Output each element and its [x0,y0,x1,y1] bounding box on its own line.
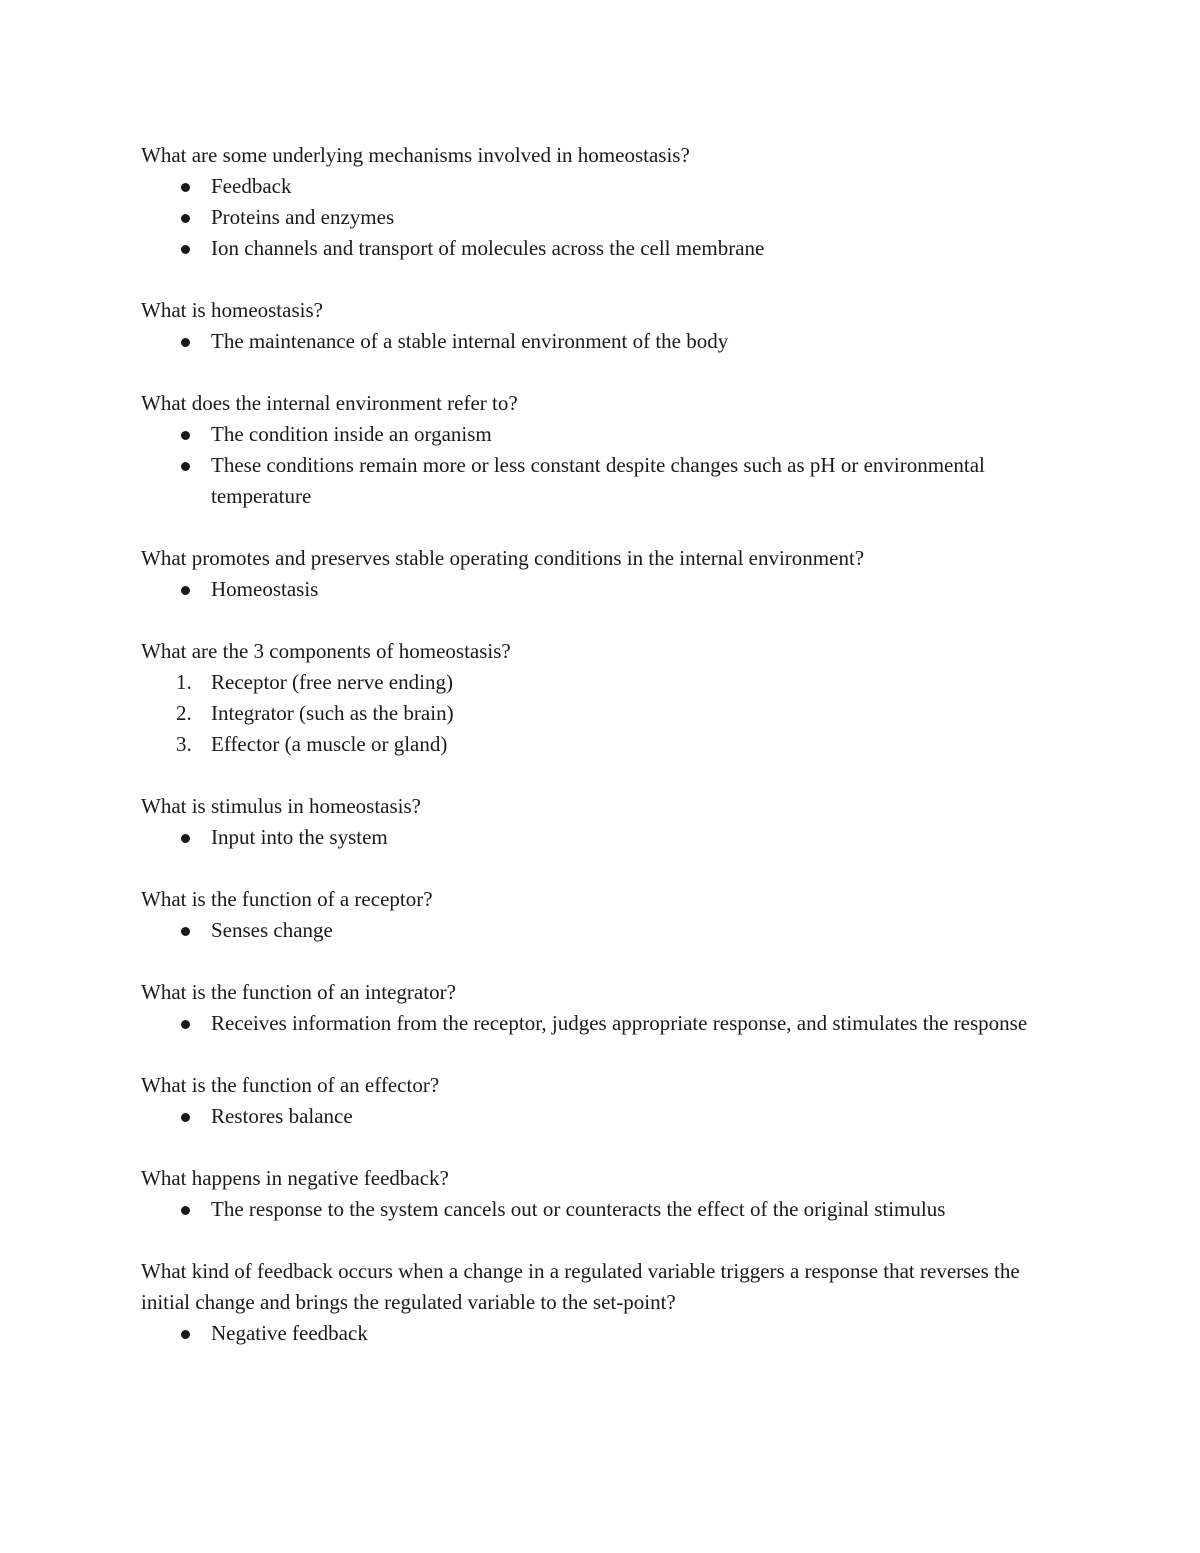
question-text: What is stimulus in homeostasis? [141,794,421,818]
list-item [141,450,1061,512]
answer-text: Input into the system [211,825,388,849]
bullet-list [141,419,1061,512]
list-item [141,419,1061,450]
answer-text: These conditions remain more or less constant despite changes such as pH or environmental temperature [211,453,985,508]
answer-text: Integrator (such as the brain) [211,701,454,725]
question-text: What does the internal environment refer to? [141,391,518,415]
numbered-list [141,667,1061,760]
qa-section [141,1256,1061,1349]
list-item [141,1101,1061,1132]
bullet-list [141,574,1061,605]
list-number: 3. [176,732,192,756]
question-text: What promotes and preserves stable operating conditions in the internal environment? [141,546,865,570]
qa-section [141,1163,1061,1225]
question-text: What is the function of an integrator? [141,980,456,1004]
list-item [141,698,1061,729]
answer-text: The maintenance of a stable internal environment of the body [211,329,729,353]
qa-section [141,636,1061,760]
list-item [141,233,1061,264]
answer-text: Restores balance [211,1104,353,1128]
qa-section [141,977,1061,1039]
bullet-list [141,1194,1061,1225]
list-item [141,822,1061,853]
question-text: What are some underlying mechanisms involved in homeostasis? [141,143,690,167]
question-text: What kind of feedback occurs when a change in a regulated variable triggers a response that reverses the initial change and brings the regulated variable to the set-point? [141,1259,1020,1314]
bullet-list [141,1101,1061,1132]
qa-section [141,295,1061,357]
answer-text: Feedback [211,174,292,198]
qa-section [141,884,1061,946]
qa-section [141,140,1061,264]
list-number: 1. [176,670,192,694]
list-item [141,667,1061,698]
question-text: What are the 3 components of homeostasis? [141,639,511,663]
list-item [141,1318,1061,1349]
answer-text: The response to the system cancels out or counteracts the effect of the original stimulus [211,1197,946,1221]
list-item [141,326,1061,357]
question-text: What happens in negative feedback? [141,1166,449,1190]
qa-section [141,388,1061,512]
answer-text: Homeostasis [211,577,319,601]
question-text: What is homeostasis? [141,298,323,322]
qa-section [141,543,1061,605]
list-item [141,1008,1061,1039]
answer-text: Receptor (free nerve ending) [211,670,453,694]
list-item [141,202,1061,233]
qa-section [141,791,1061,853]
answer-text: Effector (a muscle or gland) [211,732,448,756]
bullet-list [141,171,1061,264]
bullet-list [141,1008,1061,1039]
answer-text: Senses change [211,918,333,942]
list-number: 2. [176,701,192,725]
list-item [141,729,1061,760]
bullet-list [141,915,1061,946]
question-text: What is the function of a receptor? [141,887,433,911]
answer-text: Receives information from the receptor, judges appropriate response, and stimulates the response [211,1011,1028,1035]
list-item [141,915,1061,946]
list-item [141,171,1061,202]
qa-section [141,1070,1061,1132]
answer-text: Negative feedback [211,1321,368,1345]
answer-text: Ion channels and transport of molecules across the cell membrane [211,236,765,260]
answer-text: The condition inside an organism [211,422,492,446]
document-body [141,140,1061,1380]
list-item [141,574,1061,605]
bullet-list [141,326,1061,357]
list-item [141,1194,1061,1225]
question-text: What is the function of an effector? [141,1073,440,1097]
answer-text: Proteins and enzymes [211,205,395,229]
bullet-list [141,822,1061,853]
bullet-list [141,1318,1061,1349]
